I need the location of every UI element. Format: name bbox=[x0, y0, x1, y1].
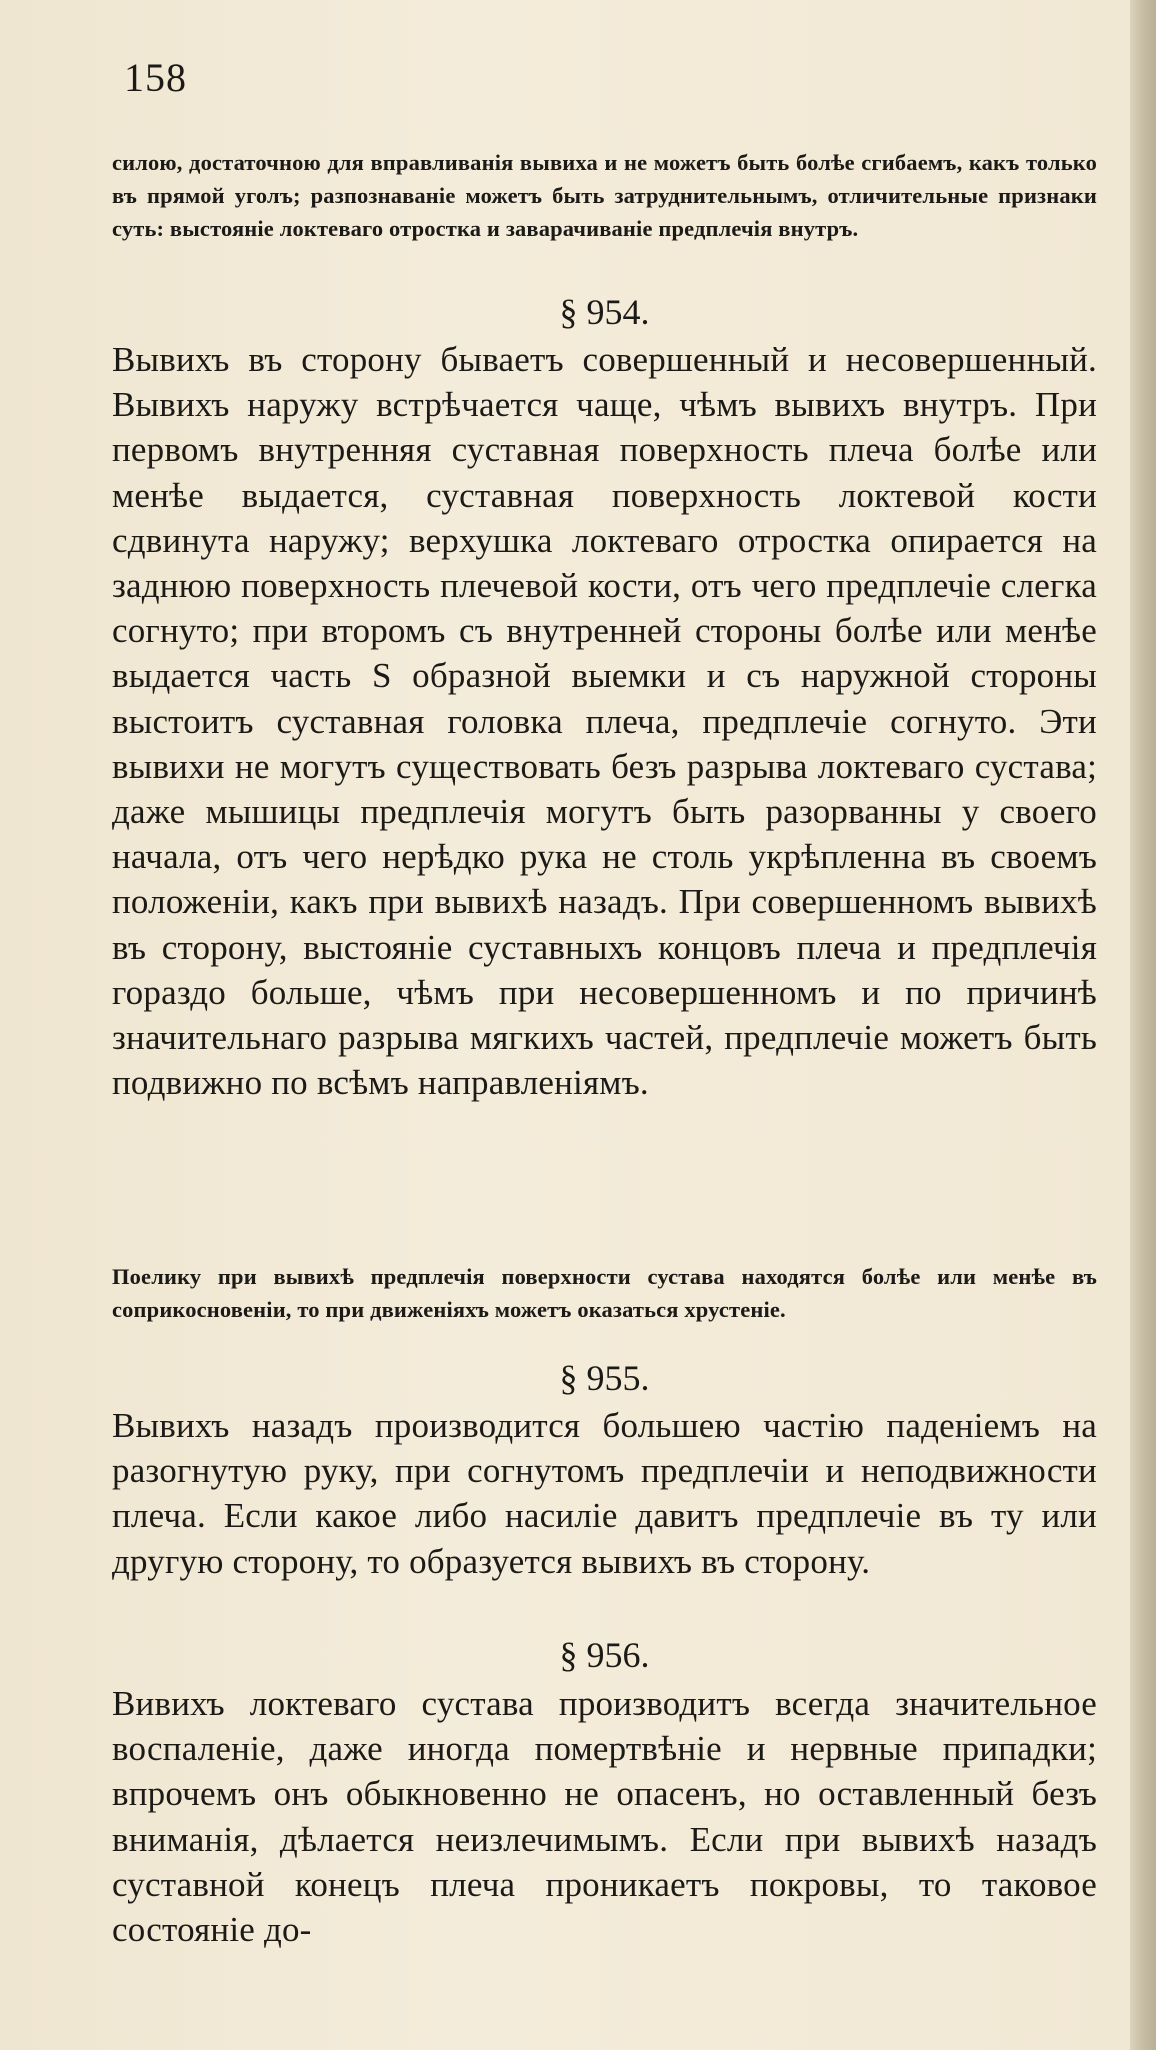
section-heading-954: § 954. bbox=[559, 292, 650, 332]
page-edge bbox=[1130, 0, 1156, 2050]
section-heading-955: § 955. bbox=[559, 1358, 650, 1398]
paragraph-large: Вывихъ назадъ производится большею частію паденіемъ на разогнутую руку, при согнутомъ предплечіи и неподвижности плеча. Если какое либо насиліе давитъ предплечіе въ ту или другую сторону, то образуется вывихъ въ сторону. bbox=[112, 1406, 1097, 1581]
text-block-955 bbox=[112, 1403, 1097, 1584]
text-block-note-954 bbox=[112, 1260, 1097, 1326]
paragraph-large: Вивихъ локтеваго сустава производитъ всегда значительное воспаленіе, даже иногда помертвѣніе и нервные припадки; впрочемъ онъ обыкновенно не опасенъ, но оставленный безъ вниманія, дѣлается неизлечимымъ. Если при вывихѣ назадъ суставной конецъ плеча проникаетъ покровы, то таковое состояніе до- bbox=[112, 1684, 1097, 1950]
page-number: 158 bbox=[124, 55, 187, 100]
section-heading-956: § 956. bbox=[559, 1635, 650, 1675]
paragraph-small: Поелику при вывихѣ предплечія поверхности сустава находятся болѣе или менѣе въ соприкосновеніи, то при движеніяхъ можетъ оказаться хрустеніе. bbox=[112, 1264, 1097, 1322]
paragraph-large: Вывихъ въ сторону бываетъ совершенный и несовершенный. Вывихъ наружу встрѣчается чаще, чѣмъ вывихъ внутръ. При первомъ внутренняя суставная поверхность плеча болѣе или менѣе выдается, суставная поверхность локтевой кости сдвинута наружу; верхушка локтеваго отростка опирается на заднюю поверхность плечевой кости, отъ чего предплечіе слегка согнуто; при второмъ съ внутренней стороны болѣе или менѣе выдается часть S образной выемки и съ наружной стороны выстоитъ суставная головка плеча, предплечіе согнуто. Эти вывихи не могутъ существовать безъ разрыва локтеваго сустава; даже мышицы предплечія могутъ быть разорванны у своего начала, отъ чего нерѣдко рука не столь укрѣпленна въ своемъ положеніи, какъ при вывихѣ назадъ. При совершенномъ вывихѣ въ сторону, выстояніе суставныхъ концовъ плеча и предплечія гораздо больше, чѣмъ при несовершенномъ и по причинѣ значительнаго разрыва мягкихъ частей, предплечіе можетъ быть подвижно по всѣмъ направленіямъ. bbox=[112, 340, 1097, 1103]
paragraph-small: силою, достаточною для вправливанія вывиха и не можетъ быть болѣе сгибаемъ, какъ только въ прямой уголъ; разпознаваніе можетъ быть затруднительнымъ, отличительные признаки суть: выстояніе локтеваго отростка и заварачиваніе предплечія внутръ. bbox=[112, 150, 1097, 241]
text-block-954 bbox=[112, 337, 1097, 1105]
text-block-footnote-top bbox=[112, 146, 1097, 245]
text-block-956 bbox=[112, 1681, 1097, 1952]
